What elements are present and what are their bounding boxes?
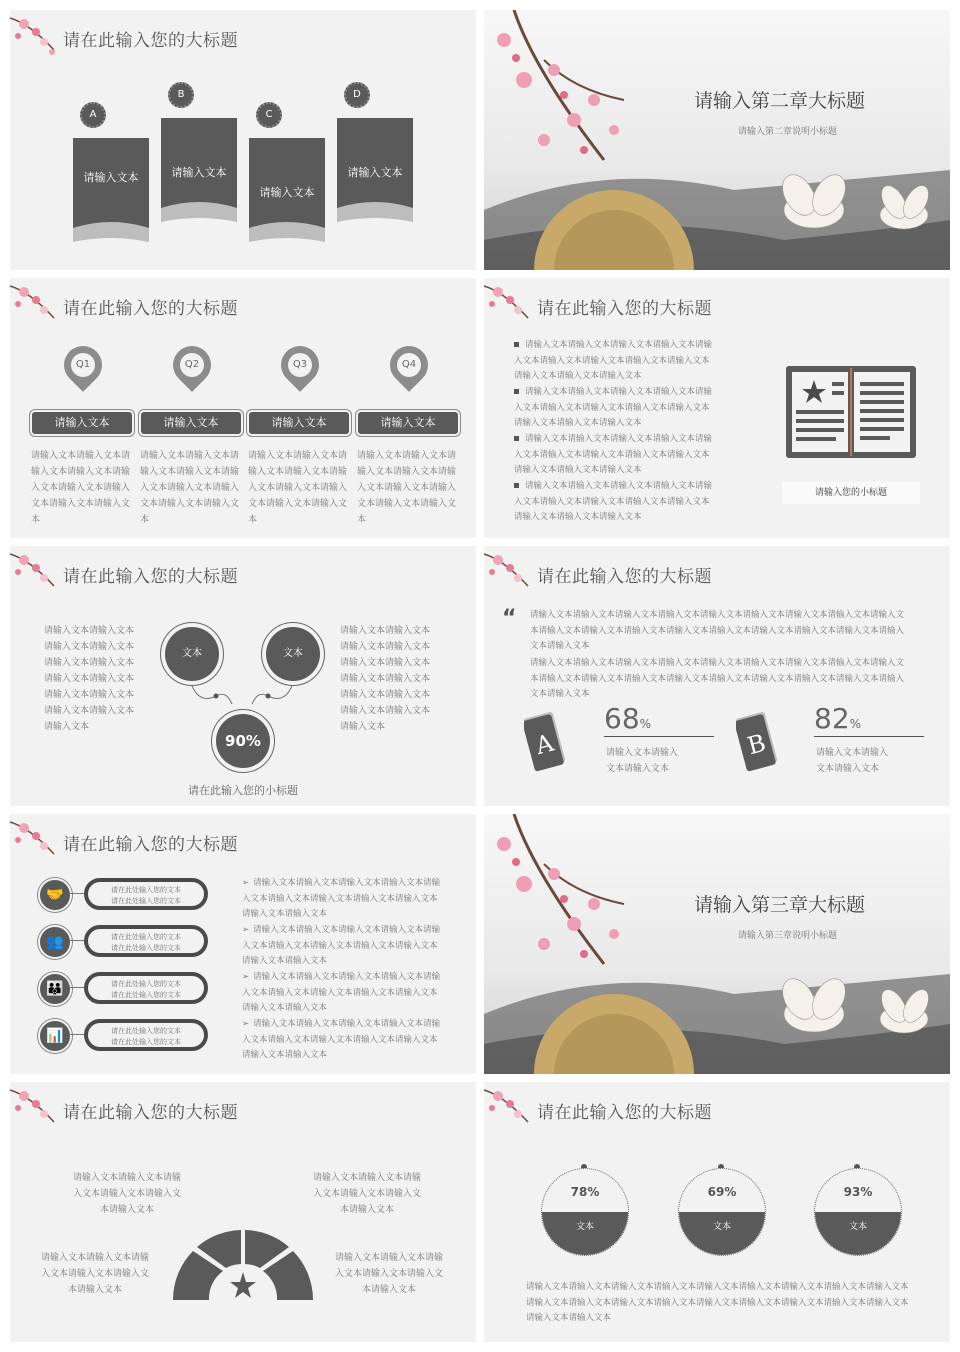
q2-button[interactable]: 请输入文本 — [141, 412, 241, 434]
blossom-icon — [484, 278, 536, 330]
q1-text: 请输入文本请输入文本请输入文本请输入文本请输入文本请输入文本请输入文本请输入文本请输入文本 — [31, 451, 131, 525]
pct-circle-2 — [678, 1168, 766, 1256]
pct-circle-3 — [814, 1168, 902, 1256]
card-a-icon — [524, 710, 568, 774]
tag-d[interactable]: 请输入文本 — [337, 118, 413, 198]
pct-value: 78% — [570, 1185, 600, 1199]
blossom-icon — [484, 546, 536, 598]
slide-7[interactable] — [10, 814, 476, 1074]
connector — [70, 1034, 84, 1035]
pill-4[interactable]: 请在此处输入您的文本 请在此处输入您的文本 — [84, 1019, 208, 1051]
slide-title: 请在此输入您的大标题 — [63, 835, 238, 855]
bullet-item: 请输入文本请输入文本请输入文本请输入文本请输入文本请输入文本请输入文本请输入文本请输入文本请输入文本请输入文本请输入文本 — [514, 434, 713, 475]
card-b-letter: B — [744, 728, 769, 761]
tag-b-badge: B — [168, 82, 194, 108]
connector — [70, 940, 84, 941]
q4-pin — [382, 338, 436, 392]
people-icon: 👥 — [38, 925, 72, 959]
ink-landscape-illustration — [484, 814, 950, 1074]
card-a-letter: A — [532, 728, 557, 761]
ink-landscape-illustration — [484, 10, 950, 270]
handshake-icon: 🤝 — [38, 878, 72, 912]
q1-button[interactable]: 请输入文本 — [32, 412, 132, 434]
card-b-icon — [736, 710, 780, 774]
bar-chart-icon: 📊 — [38, 1019, 72, 1053]
connector — [70, 987, 84, 988]
slide-title: 请在此输入您的大标题 — [63, 567, 238, 587]
paragraph-1: 请输入文本请输入文本请输入文本请输入文本请输入文本请输入文本请输入文本请输入文本请输入文本请输入文本请输入文本请输入文本请输入文本请输入文本请输入文本请输入文本请输入文本请输入文本请输入文本 — [530, 610, 905, 651]
bullet-item: ➢ 请输入文本请输入文本请输入文本请输入文本请输入文本请输入文本请输入文本请输入文本请输入文本请输入文本请输入文本 — [242, 925, 441, 966]
slide-title: 请在此输入您的大标题 — [63, 31, 238, 51]
stat-a-divider — [604, 736, 714, 737]
q3-text: 请输入文本请输入文本请输入文本请输入文本请输入文本请输入文本请输入文本请输入文本请输入文本 — [248, 451, 348, 525]
bullet-item: ➢ 请输入文本请输入文本请输入文本请输入文本请输入文本请输入文本请输入文本请输入文本请输入文本请输入文本请输入文本 — [242, 1019, 441, 1060]
q3-button[interactable]: 请输入文本 — [249, 412, 349, 434]
text-bottom-right: 请输入文本请输入文本请输入文本请输入文本请输入文本请输入文本 — [334, 1253, 443, 1295]
q1-label: Q1 — [71, 353, 95, 377]
tag-a-badge: A — [80, 102, 106, 128]
pct-label: 文本 — [542, 1212, 628, 1255]
open-book-icon — [784, 364, 918, 462]
chapter-subtitle: 请输入第三章说明小标题 — [738, 931, 838, 941]
q2-label: Q2 — [180, 353, 204, 377]
tag-d-base — [337, 198, 413, 222]
text-top-right: 请输入文本请输入文本请输入文本请输入文本请输入文本请输入文本 — [312, 1173, 421, 1215]
tag-b-base — [161, 198, 237, 222]
stat-a-text: 请输入文本请输入 文本请输入文本 — [606, 748, 679, 774]
blossom-icon — [10, 814, 62, 866]
left-text: 请输入文本请输入文本请输入文本请输入文本请输入文本请输入文本请输入文本请输入文本请输入文本请输入文本请输入文本请输入文本请输入文本 — [44, 626, 135, 732]
blossom-icon — [10, 10, 62, 62]
blossom-icon — [10, 546, 62, 598]
q3-label: Q3 — [288, 353, 312, 377]
subtitle: 请在此输入您的小标题 — [188, 784, 298, 797]
tag-b[interactable]: 请输入文本 — [161, 118, 237, 198]
chapter-title: 请输入第二章大标题 — [694, 90, 866, 112]
slide-title: 请在此输入您的大标题 — [63, 299, 238, 319]
pct-circle-1 — [541, 1168, 629, 1256]
tag-c-badge: C — [256, 102, 282, 128]
tag-a[interactable]: 请输入文本 — [73, 138, 149, 218]
slide-title: 请在此输入您的大标题 — [63, 1103, 238, 1123]
right-text: 请输入文本请输入文本请输入文本请输入文本请输入文本请输入文本请输入文本请输入文本请输入文本请输入文本请输入文本请输入文本请输入文本 — [340, 626, 431, 732]
q3-pin — [273, 338, 327, 392]
stat-b: 82% — [814, 702, 862, 735]
slide-2[interactable] — [484, 10, 950, 270]
text-top-left: 请输入文本请输入文本请输入文本请输入文本请输入文本请输入文本 — [72, 1173, 181, 1215]
slide-title: 请在此输入您的大标题 — [537, 1103, 712, 1123]
chapter-subtitle: 请输入第二章说明小标题 — [738, 127, 838, 137]
slide-3[interactable] — [10, 278, 476, 538]
q2-pin — [165, 338, 219, 392]
bullet-item: ➢ 请输入文本请输入文本请输入文本请输入文本请输入文本请输入文本请输入文本请输入文本请输入文本请输入文本请输入文本 — [242, 972, 441, 1013]
pct-value: 69% — [707, 1185, 737, 1199]
circle-b: 文本 — [266, 627, 320, 681]
stat-b-text: 请输入文本请输入 文本请输入文本 — [816, 748, 889, 774]
pct-label: 文本 — [815, 1212, 901, 1255]
text-bottom-left: 请输入文本请输入文本请输入文本请输入文本请输入文本请输入文本 — [40, 1253, 149, 1295]
pct-label: 文本 — [679, 1212, 765, 1255]
q1-pin — [56, 338, 110, 392]
pill-2[interactable]: 请在此处输入您的文本 请在此处输入您的文本 — [84, 925, 208, 957]
bullet-item: 请输入文本请输入文本请输入文本请输入文本请输入文本请输入文本请输入文本请输入文本请输入文本请输入文本请输入文本请输入文本 — [514, 340, 713, 381]
blossom-icon — [484, 1082, 536, 1134]
blossom-icon — [10, 1082, 62, 1134]
bullet-item: 请输入文本请输入文本请输入文本请输入文本请输入文本请输入文本请输入文本请输入文本请输入文本请输入文本请输入文本请输入文本 — [514, 387, 713, 428]
tag-d-badge: D — [344, 82, 370, 108]
paragraph-2: 请输入文本请输入文本请输入文本请输入文本请输入文本请输入文本请输入文本请输入文本请输入文本请输入文本请输入文本请输入文本请输入文本请输入文本请输入文本请输入文本请输入文本请输入文本请输入文本 — [530, 658, 905, 699]
slide-1[interactable] — [10, 10, 476, 270]
pct-value: 93% — [843, 1185, 873, 1199]
q2-text: 请输入文本请输入文本请输入文本请输入文本请输入文本请输入文本请输入文本请输入文本请输入文本 — [140, 451, 240, 525]
quote-mark: “ — [502, 606, 517, 631]
stat-b-divider — [814, 736, 924, 737]
slide-4[interactable] — [484, 278, 950, 538]
slide-title: 请在此输入您的大标题 — [537, 299, 712, 319]
center-value: 90% — [216, 714, 270, 768]
q4-button[interactable]: 请输入文本 — [358, 412, 458, 434]
q4-text: 请输入文本请输入文本请输入文本请输入文本请输入文本请输入文本请输入文本请输入文本请输入文本 — [357, 451, 457, 525]
tag-c[interactable]: 请输入文本 — [249, 138, 325, 218]
chapter-title: 请输入第三章大标题 — [694, 894, 866, 916]
team-icon: 👪 — [38, 972, 72, 1006]
slide-10[interactable] — [484, 1082, 950, 1342]
pill-3[interactable]: 请在此处输入您的文本 请在此处输入您的文本 — [84, 972, 208, 1004]
blossom-icon — [10, 278, 62, 330]
bullet-item: 请输入文本请输入文本请输入文本请输入文本请输入文本请输入文本请输入文本请输入文本请输入文本请输入文本请输入文本请输入文本 — [514, 481, 713, 522]
footer-text: 请输入文本请输入文本请输入文本请输入文本请输入文本请输入文本请输入文本请输入文本请输入文本请输入文本请输入文本请输入文本请输入文本请输入文本请输入文本请输入文本请输入文本请输入文本请输入文本请输入文本 — [526, 1282, 909, 1323]
pill-1[interactable]: 请在此处输入您的文本 请在此处输入您的文本 — [84, 878, 208, 910]
slide-6[interactable] — [484, 546, 950, 806]
q4-label: Q4 — [397, 353, 421, 377]
bullet-item: ➢ 请输入文本请输入文本请输入文本请输入文本请输入文本请输入文本请输入文本请输入文本请输入文本请输入文本请输入文本 — [242, 878, 441, 919]
tag-a-base — [73, 218, 149, 242]
circle-a: 文本 — [165, 627, 219, 681]
slide-9[interactable] — [10, 1082, 476, 1342]
tag-c-base — [249, 218, 325, 242]
slide-8[interactable] — [484, 814, 950, 1074]
book-caption: 请输入您的小标题 — [782, 482, 920, 504]
slide-title: 请在此输入您的大标题 — [537, 567, 712, 587]
slide-5[interactable] — [10, 546, 476, 806]
connector — [70, 893, 84, 894]
arc-gauge — [170, 1202, 316, 1302]
stat-a: 68% — [604, 702, 652, 735]
